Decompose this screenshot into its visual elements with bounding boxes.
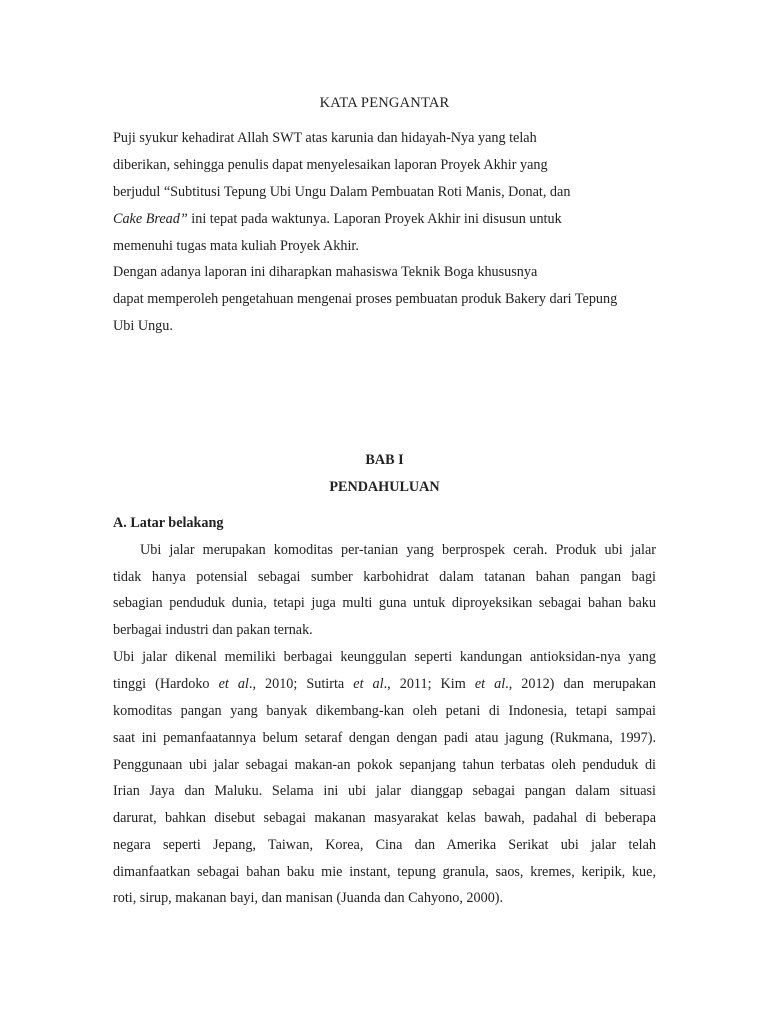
p1-line-1: Ubi jalar merupakan komoditas per-tanian yang berprospek cerah. Produk ubi jalar [140,542,656,558]
p2-l2-text-c: ., 2010; Sutirta [248,676,354,692]
bab-title: PENDAHULUAN [329,479,440,495]
p2-line-5: Penggunaan ubi jalar sebagai makan-an pokok sepanjang tahun terbatas oleh penduduk di [113,757,656,773]
section-heading: A. Latar belakang [113,515,224,531]
p2-line-9: dimanfaatkan sebagai bahan baku mie instant, tepung granula, saos, kremes, keripik, kue, [113,864,656,880]
kp-line-4-text: ini tepat pada waktunya. Laporan Proyek Akhir ini disusun untuk [191,211,562,227]
p2-line-3: komoditas pangan yang banyak dikembang-kan oleh petani di Indonesia, tetapi sampai [113,703,656,719]
p2-l2-text-g: ., 2012) dan merupakan [505,676,656,692]
kp-line-5: memenuhi tugas mata kuliah Proyek Akhir. [113,238,359,254]
kp-italic-phrase: Cake Bread” [113,211,188,227]
p2-line-6: Irian Jaya dan Maluku. Selama ini ubi jalar dianggap sebagai pangan dalam situasi [113,783,656,799]
kp-line-6: Dengan adanya laporan ini diharapkan mahasiswa Teknik Boga khususnya [113,264,538,280]
p2-l2-text-e: ., 2011; Kim [383,676,475,692]
p2-line-8: negara seperti Jepang, Taiwan, Korea, Cina dan Amerika Serikat ubi jalar telah [113,837,656,853]
p1-line-3: sebagian penduduk dunia, tetapi juga multi guna untuk diproyeksikan sebagai bahan baku [113,595,656,611]
p2-l2-etal-2: et al [353,676,384,692]
p1-line-2: tidak hanya potensial sebagai sumber karbohidrat dalam tatanan bahan pangan bagi [113,569,656,585]
p2-l2-etal-1: et al [218,676,249,692]
p2-line-10: roti, sirup, makanan bayi, dan manisan (Juanda dan Cahyono, 2000). [113,890,504,906]
p2-line-1: Ubi jalar dikenal memiliki berbagai keunggulan seperti kandungan antioksidan-nya yang [113,649,656,665]
kp-line-7: dapat memperoleh pengetahuan mengenai proses pembuatan produk Bakery dari Tepung [113,291,618,307]
kata-pengantar-title: KATA PENGANTAR [319,95,450,111]
p2-line-4: saat ini pemanfaatannya belum setaraf dengan dengan padi atau jagung (Rukmana, 1997). [113,730,656,746]
p2-line-2 [113,675,656,693]
kp-line-8: Ubi Ungu. [113,318,173,334]
kp-line-1: Puji syukur kehadirat Allah SWT atas karunia dan hidayah-Nya yang telah [113,130,537,146]
bab-number: BAB I [365,452,404,468]
kp-line-4 [113,210,562,228]
kp-line-2: diberikan, sehingga penulis dapat menyelesaikan laporan Proyek Akhir yang [113,157,548,173]
p1-line-4: berbagai industri dan pakan ternak. [113,622,313,638]
p2-l2-etal-3: et al [474,676,506,692]
p2-line-7: darurat, bahkan disebut sebagai makanan masyarakat kelas bawah, padahal di beberapa [113,810,656,826]
p2-l2-text-a: tinggi (Hardoko [113,676,219,692]
kp-line-3: berjudul “Subtitusi Tepung Ubi Ungu Dalam Pembuatan Roti Manis, Donat, dan [113,184,571,200]
